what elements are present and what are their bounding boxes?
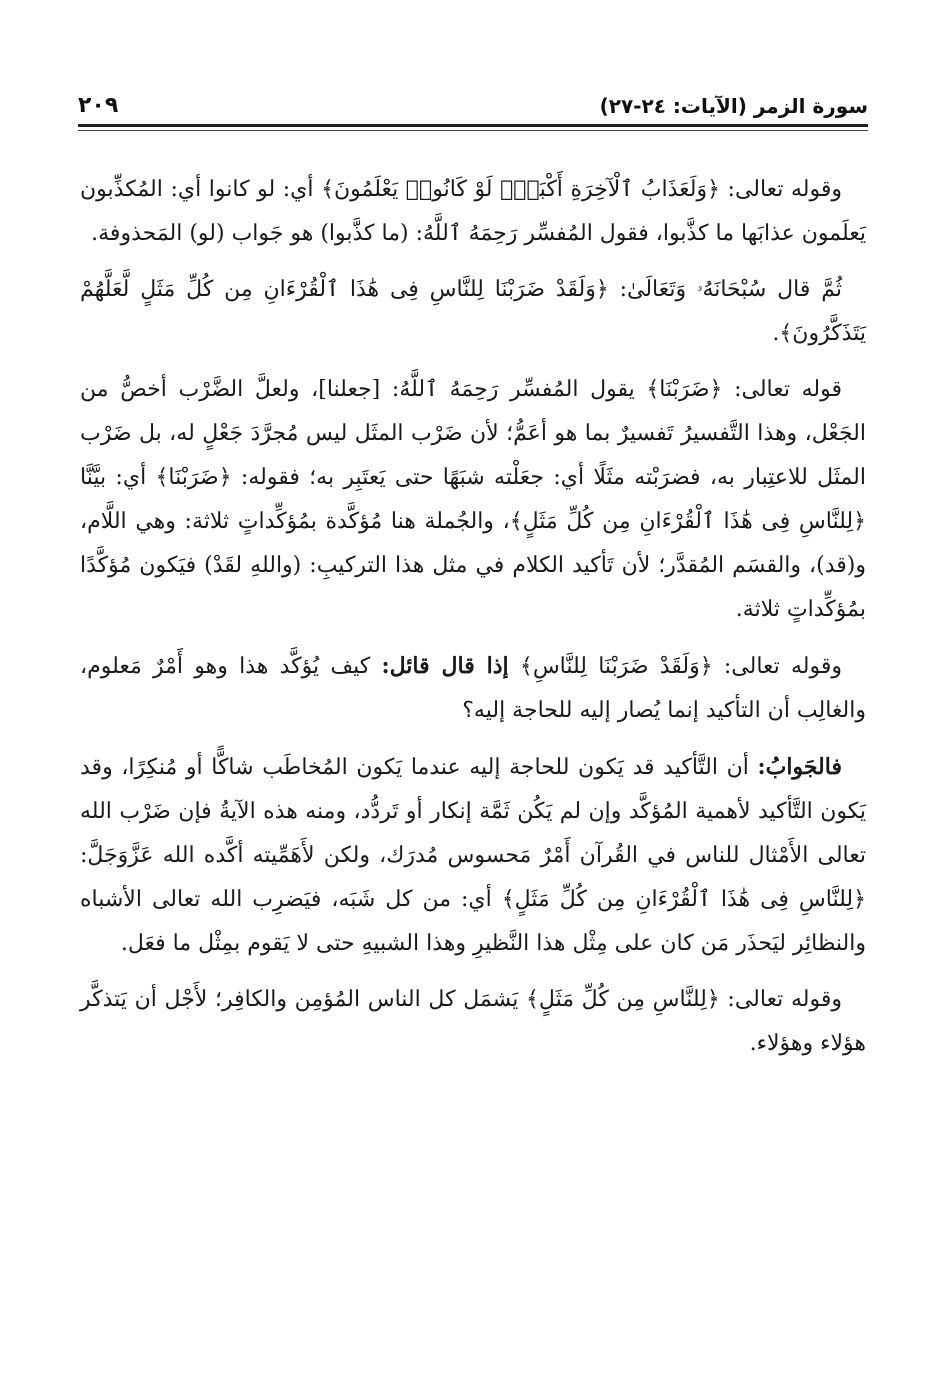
paragraph-3-lead: قوله تعالى: ﴿ضَرَبْنَا﴾ يقول المُفسِّر رَحِمَهُ ٱللَّهُ: [جعلنا]، ولعلَّ الضَّرْب أخصُّ [120,377,842,402]
surah-title: سورة الزمر (الآيات: ٢٤-٢٧) [599,94,868,118]
paragraph-6-lead: وقوله تعالى: ﴿لِلنَّاسِ مِن كُلِّ مَثَلٍ﴾ [526,987,842,1012]
paragraph-6-rest: يَشمَل كل الناس المُؤمِن والكافِر؛ لأَجْل أن يَتذكَّر هؤلاء وهؤلاء. [80,987,866,1056]
paragraph-4-lead: وقوله تعالى: ﴿وَلَقَدْ ضَرَبْنَا لِلنَّاسِ﴾ [519,654,843,679]
paragraph-4-rest: كيف يُؤكَّد هذا وهو أَمْرٌ مَعلوم، والغالِب أن التأكيد إنما يُصار إليه للحاجة إليه؟ [80,654,866,723]
running-header [78,92,868,126]
paragraph-4-bold: إذا قال قائل: [381,653,509,679]
paragraph-5-rest: أن التَّأكيد قد يَكون للحاجة إليه عندما يَكون المُخاطَب شاكًّا أو مُنكِرًا، وقد يَكون التَّأكيد لأهمية المُؤكَّد وإن لم يَكُن ثَمَّة إنكار أو تَردُّد، ومنه هذه الآيةُ فإن ضَرْب الله تعالى الأَمْثال للناس في القُرآن أَمْرٌ مَحسوس مُدرَك، ولكن لأَهَمِّيته أكَّده الله عَزَّوَجَلَّ: ﴿لِلنَّاسِ فِى هَٰذَا ٱلْقُرْءَانِ مِن كُلِّ مَثَلٍ﴾ أي: من كل شَبَه، فيَضرِب الله تعالى الأشباه والنظائِر ليَحذَر مَن كان على مِثْل هذا النَّظيرِ وهذا الشبيهِ حتى لا يَقوم بمِثْل ما فعَل. [80,755,866,956]
paragraph-4 [80,644,866,733]
paragraph-5-bold: فالجَوابُ: [757,754,842,780]
header-rule-thin [78,130,868,131]
paragraph-6 [80,978,866,1066]
paragraph-2 [80,268,866,356]
paragraph-1-rest: يَعلَمون عذابَها ما كذَّبوا، فقول المُفسِّر رَحِمَهُ ٱللَّهُ: (ما كذَّبوا) هو جَواب (لو) المَحذوفة. [91,221,866,246]
paragraph-2-rest: يَتَذَكَّرُونَ﴾. [772,321,866,346]
paragraph-3-rest: من الجَعْل، وهذا التَّفسيرُ تَفسيرٌ بما هو أعَمُّ؛ لأن ضَرْب المثَل ليس مُجرَّدَ جَعْلٍ له، بل ضَرْب المثَل للاعتِبار به، فضرَبْته مثَلًا أي: جعَلْته شبَهًا حتى يَعتَبِر به؛ فقوله: ﴿ضَرَبْنَا﴾ أي: بيَّنَّا ﴿لِلنَّاسِ فِى هَٰذَا ٱلْقُرْءَانِ مِن كُلِّ مَثَلٍ﴾، والجُملة هنا مُؤكَّدة بمُؤكِّداتٍ ثلاثة: وهي اللَّام، و(قد)، والقسَم المُقدَّر؛ لأن تَأكيد الكلام في مثل هذا التركيبِ: (واللهِ لقَدْ) فيَكون مُؤكَّدًا بمُؤكِّداتٍ ثلاثة. [80,377,866,622]
header-rule [78,124,868,127]
page-number: ٢٠٩ [78,93,119,118]
paragraph-2-lead: ثُمَّ قال سُبْحَانَهُۥ وَتَعَالَىٰ: ﴿وَلَقَدْ ضَرَبْنَا لِلنَّاسِ فِى هَٰذَا ٱلْقُرْءَانِ مِن كُلِّ مَثَلٍ لَّعَلَّهُمْ [80,277,842,302]
paragraph-1-lead: وقوله تعالى: ﴿وَلَعَذَابُ ٱلْآخِرَةِ أَكْبَرُۚ لَوْ كَانُوا۟ يَعْلَمُونَ﴾ أي: لو كانوا أي: المُكذِّبون [80,177,842,202]
paragraph-5 [80,745,866,966]
paragraph-3 [80,368,866,632]
body-text [80,168,866,1078]
paragraph-1 [80,168,866,256]
